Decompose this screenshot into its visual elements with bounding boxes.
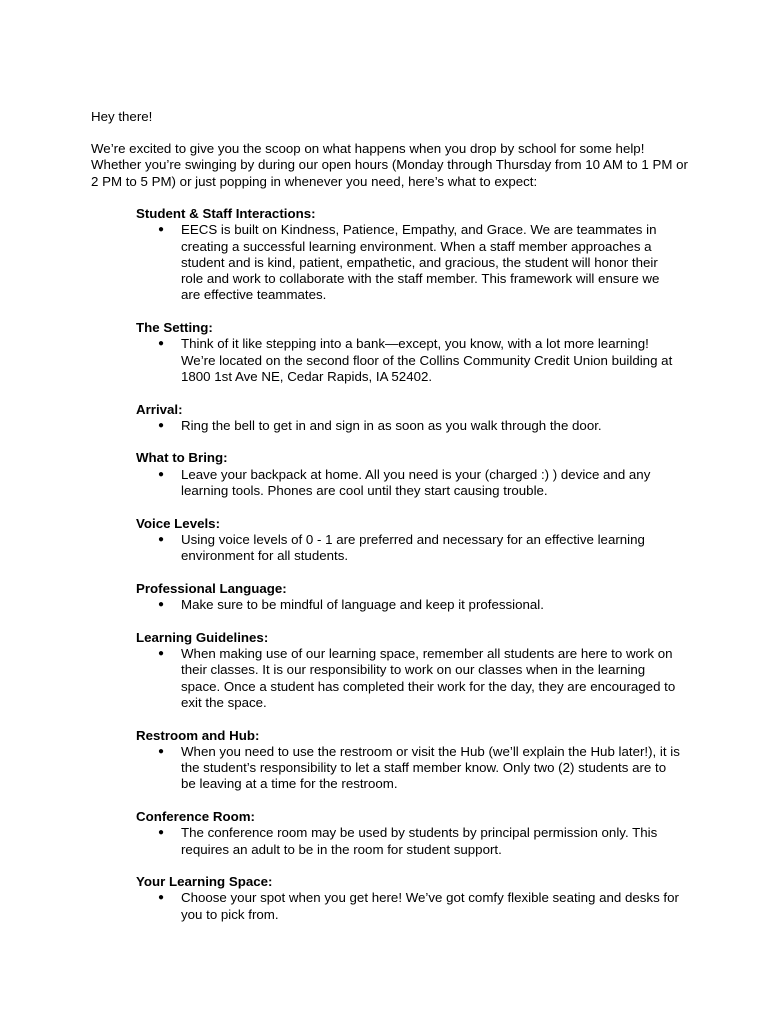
- bullet-text: When making use of our learning space, remember all students are here to work on their classes. It is our responsibility to work on our classes when in the learning space. Once a student has completed their work for the day, they are encouraged to exit the space.: [181, 646, 676, 710]
- section-student-staff-interactions: [136, 206, 696, 304]
- bullet-item: [136, 646, 681, 711]
- section-heading: Arrival:: [136, 401, 183, 417]
- bullet-text: Ring the bell to get in and sign in as soon as you walk through the door.: [181, 417, 602, 433]
- bullet-icon: ●: [158, 224, 165, 236]
- section-arrival: [136, 402, 696, 435]
- section-professional-language: [136, 581, 696, 614]
- bullet-item: [136, 890, 681, 923]
- section-learning-guidelines: [136, 630, 696, 711]
- section-heading: Restroom and Hub:: [136, 727, 260, 743]
- bullet-text: Using voice levels of 0 - 1 are preferred and necessary for an effective learning environment for all students.: [181, 531, 645, 564]
- bullet-icon: ●: [158, 419, 165, 431]
- sections-list: [136, 206, 696, 939]
- bullet-icon: ●: [158, 648, 165, 660]
- intro-paragraph: We’re excited to give you the scoop on what happens when you drop by school for some help! Whether you’re swinging by during our open hours (Monday through Thursday from 10 AM to 1 PM or 2 PM to 5 PM) or just popping in whenever you need, here’s what to expect:: [91, 141, 688, 189]
- section-voice-levels: [136, 516, 696, 565]
- bullet-item: [136, 597, 681, 613]
- bullet-item: [136, 825, 681, 858]
- bullet-list: [136, 744, 696, 793]
- bullet-item: [136, 418, 681, 434]
- bullet-list: [136, 532, 696, 565]
- bullet-icon: ●: [158, 599, 165, 611]
- bullet-text: The conference room may be used by students by principal permission only. This requires an adult to be in the room for student support.: [181, 825, 658, 857]
- bullet-item: [136, 222, 681, 303]
- bullet-icon: ●: [158, 468, 165, 480]
- bullet-list: [136, 646, 696, 711]
- bullet-list: [136, 890, 696, 923]
- bullet-list: [136, 222, 696, 303]
- bullet-item: [136, 467, 681, 500]
- section-your-learning-space: [136, 874, 696, 923]
- bullet-item: [136, 744, 681, 793]
- section-heading: What to Bring:: [136, 450, 228, 466]
- bullet-text: Leave your backpack at home. All you need is your (charged :) ) device and any learning tools. Phones are cool until they start causing trouble.: [181, 466, 651, 499]
- bullet-text: EECS is built on Kindness, Patience, Empathy, and Grace. We are teammates in creating a successful learning environment. When a staff member approaches a student and is kind, patient, empathetic, and gracious, the student will honor their role and work to collaborate with the staff member. This framework will ensure we are effective teammates.: [181, 222, 660, 303]
- section-heading: Conference Room:: [136, 808, 255, 824]
- section-restroom-and-hub: [136, 728, 696, 793]
- bullet-text: When you need to use the restroom or visit the Hub (we’ll explain the Hub later!), it is the student’s responsibility to let a staff member know. Only two (2) students are to be leaving at a time for the restroom.: [181, 743, 680, 792]
- section-heading: Learning Guidelines:: [136, 629, 269, 645]
- section-conference-room: [136, 809, 696, 858]
- bullet-text: Make sure to be mindful of language and keep it professional.: [181, 597, 544, 613]
- bullet-item: [136, 336, 681, 385]
- bullet-item: [136, 532, 681, 565]
- section-the-setting: [136, 320, 696, 385]
- bullet-icon: ●: [158, 745, 165, 757]
- bullet-list: [136, 418, 696, 434]
- bullet-list: [136, 825, 696, 858]
- section-what-to-bring: [136, 450, 696, 499]
- bullet-icon: ●: [158, 892, 165, 904]
- greeting: Hey there!: [91, 109, 153, 124]
- bullet-list: [136, 467, 696, 500]
- bullet-list: [136, 336, 696, 385]
- bullet-icon: ●: [158, 338, 165, 350]
- bullet-icon: ●: [158, 827, 165, 839]
- section-heading: Your Learning Space:: [136, 874, 273, 890]
- section-heading: Voice Levels:: [136, 515, 221, 531]
- section-heading: Professional Language:: [136, 580, 287, 596]
- bullet-text: Choose your spot when you get here! We’ve got comfy flexible seating and desks for you to pick from.: [181, 890, 679, 922]
- section-heading: The Setting:: [136, 320, 213, 336]
- bullet-icon: ●: [158, 533, 165, 545]
- section-heading: Student & Staff Interactions:: [136, 206, 316, 221]
- bullet-list: [136, 597, 696, 613]
- bullet-text: Think of it like stepping into a bank—except, you know, with a lot more learning! We’re located on the second floor of the Collins Community Credit Union building at 1800 1st Ave NE, Cedar Rapids, IA 52402.: [181, 336, 673, 384]
